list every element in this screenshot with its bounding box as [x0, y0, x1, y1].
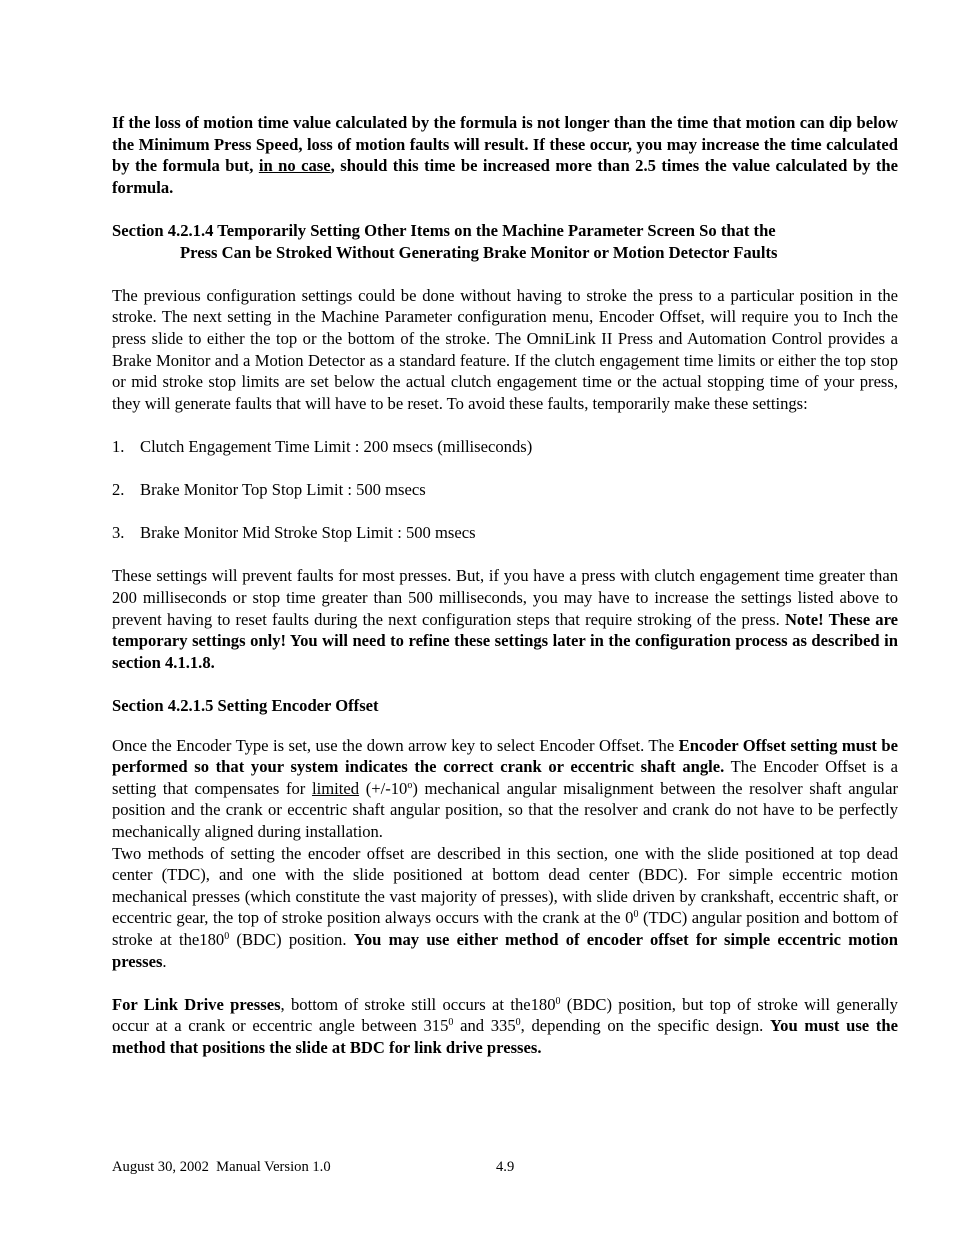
page-number: 4.9 — [496, 1159, 515, 1175]
section-4214-body: The previous configuration settings could be done without having to stroke the press to a particular position in the stroke. The next setting in the Machine Parameter configuration menu, Encoder Offset, will require you to Inch the press slide to either the top or the bottom of the stroke. The OmniLink II Press and Automation Control provides a Brake Monitor and a Motion Detector as a standard feature. If the clutch engagement time limits or either the top stop or mid stroke stop limits are set below the actual clutch engagement time or the actual stopping time of your press, they will generate faults that will have to be reset. To avoid these faults, temporarily make these settings: — [112, 285, 898, 413]
temporary-settings-list — [112, 436, 898, 544]
section-4214-title: Section 4.2.1.4 Temporarily Setting Other Items on the Machine Parameter Screen So that the Press Can be Stroked Without Generating Brake Monitor or Motion Detector Faults — [112, 220, 778, 262]
encoder-offset-paragraph: Once the Encoder Type is set, use the down arrow key to select Encoder Offset. The Encoder Offset setting must be performed so that your system indicates the correct crank or eccentric shaft angle. The Encoder Offset is a setting that compensates for limited $(+/-10^o)$ mechanical angular misalignment between the resolver shaft angular position and the crank or eccentric shaft angular position, so that the resolver and crank do not have to be perfectly mechanically aligned during installation. — [112, 735, 899, 841]
after-list-paragraph: These settings will prevent faults for most presses. But, if you have a press with clutch engagement time greater than 200 milliseconds or stop time greater than 500 milliseconds, you may have to increase the settings listed above to prevent having to reset faults during the next configuration steps that require stroking of the press. Note! These are temporary settings only! You will need to refine these settings later in the configuration process as described in section 4.1.1.8. — [112, 566, 899, 672]
list-item: 1. Clutch Engagement Time Limit : 200 msecs (milliseconds) — [112, 436, 533, 456]
list-item: 3. Brake Monitor Mid Stroke Stop Limit : 500 msecs — [112, 523, 476, 543]
footer-date-version: August 30, 2002 Manual Version 1.0 — [112, 1159, 331, 1175]
section-4215-title: Section 4.2.1.5 Setting Encoder Offset — [112, 696, 379, 716]
two-methods-paragraph: Two methods of setting the encoder offset are described in this section, one with the slide positioned at top dead center (TDC), and one with the slide positioned at bottom dead center (BDC). For simple eccentric motion mechanical presses (which constitute the vast majority of presses), with slide driven by crankshaft, eccentric shaft, or eccentric gear, the top of stroke position always occurs with the crank at the $0^0$ (TDC) angular position and bottom of stroke at $the180^0$ (BDC) position. You may use either method of encoder offset for simple eccentric motion presses. — [112, 843, 898, 971]
page-body — [112, 112, 898, 1059]
loss-of-motion-paragraph: If the loss of motion time value calculated by the formula is not longer than the time that motion can dip below the Minimum Press Speed, loss of motion faults will result. If these occur, you may increase the time calculated by the formula but, in no case, should this time be increased more than 2.5 times the value calculated by the formula. — [112, 113, 898, 197]
in-no-case-underline: in no case — [258, 156, 331, 176]
link-drive-paragraph: For Link Drive presses, bottom of stroke still occurs at $the180^0$ (BDC) position, but top of stroke will generally occur at a crank or eccentric angle between $315^0$ and $335^0$, depending on the specific design. You must use the method that positions the slide at BDC for link drive presses. — [112, 994, 898, 1057]
list-item: 2. Brake Monitor Top Stop Limit : 500 msecs — [112, 480, 426, 500]
